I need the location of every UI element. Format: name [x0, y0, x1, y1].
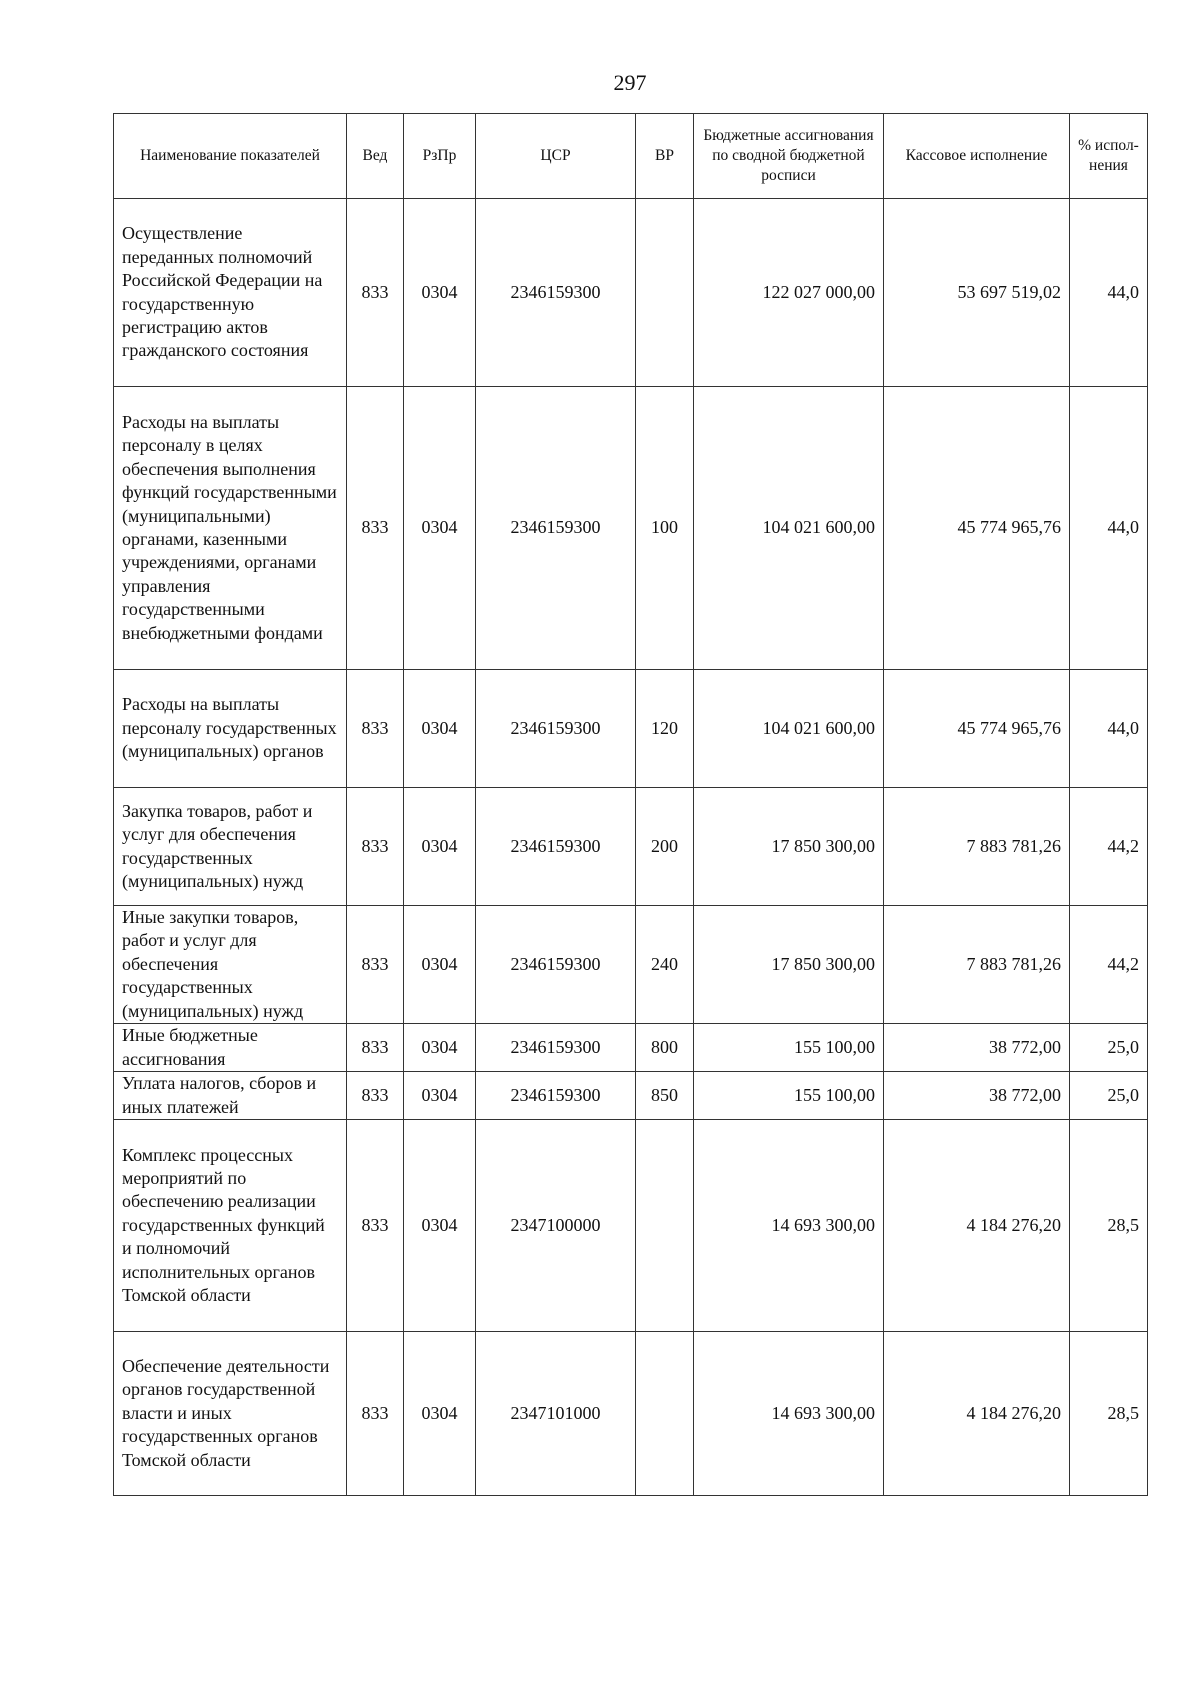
- row-vr: 120: [636, 670, 694, 788]
- table-row: [114, 387, 1148, 670]
- row-vr: 200: [636, 788, 694, 906]
- header-vr: ВР: [636, 114, 694, 199]
- row-vr: [636, 1120, 694, 1332]
- row-csr: 2346159300: [476, 1024, 636, 1072]
- header-assigned: Бюджетные ассигнования по сводной бюджетной росписи: [694, 114, 884, 199]
- row-executed: 38 772,00: [884, 1072, 1070, 1120]
- row-assigned: 14 693 300,00: [694, 1120, 884, 1332]
- row-ved: 833: [347, 906, 404, 1024]
- row-rzpr: 0304: [404, 1024, 476, 1072]
- header-name: Наименование показателей: [114, 114, 347, 199]
- row-csr: 2346159300: [476, 199, 636, 387]
- row-name: Закупка товаров, работ и услуг для обеспечения государственных (муниципальных) нужд: [114, 788, 347, 906]
- table-row: [114, 788, 1148, 906]
- row-vr: [636, 199, 694, 387]
- row-vr: 850: [636, 1072, 694, 1120]
- row-executed: 45 774 965,76: [884, 387, 1070, 670]
- row-csr: 2346159300: [476, 670, 636, 788]
- row-percent: 25,0: [1070, 1072, 1148, 1120]
- table-row: [114, 1332, 1148, 1496]
- row-ved: 833: [347, 1120, 404, 1332]
- row-vr: 800: [636, 1024, 694, 1072]
- row-vr: [636, 1332, 694, 1496]
- row-assigned: 17 850 300,00: [694, 906, 884, 1024]
- row-name: Расходы на выплаты персоналу в целях обеспечения выполнения функций государственными (муниципальными) органами, казенными учреждениями, органами управления государственными внебюджетными фондами: [114, 387, 347, 670]
- table-row: [114, 906, 1148, 1024]
- header-csr: ЦСР: [476, 114, 636, 199]
- row-rzpr: 0304: [404, 788, 476, 906]
- row-executed: 7 883 781,26: [884, 788, 1070, 906]
- row-percent: 44,0: [1070, 387, 1148, 670]
- row-executed: 38 772,00: [884, 1024, 1070, 1072]
- row-ved: 833: [347, 1024, 404, 1072]
- header-percent: % испол-нения: [1070, 114, 1148, 199]
- row-csr: 2347101000: [476, 1332, 636, 1496]
- row-percent: 28,5: [1070, 1120, 1148, 1332]
- row-executed: 4 184 276,20: [884, 1332, 1070, 1496]
- row-csr: 2346159300: [476, 387, 636, 670]
- row-percent: 44,0: [1070, 199, 1148, 387]
- row-csr: 2346159300: [476, 1072, 636, 1120]
- row-rzpr: 0304: [404, 1072, 476, 1120]
- row-name: Расходы на выплаты персоналу государственных (муниципальных) органов: [114, 670, 347, 788]
- row-executed: 53 697 519,02: [884, 199, 1070, 387]
- row-executed: 4 184 276,20: [884, 1120, 1070, 1332]
- row-ved: 833: [347, 1332, 404, 1496]
- row-percent: 25,0: [1070, 1024, 1148, 1072]
- row-percent: 44,2: [1070, 788, 1148, 906]
- row-ved: 833: [347, 670, 404, 788]
- table-header-row: [114, 114, 1148, 199]
- row-name: Уплата налогов, сборов и иных платежей: [114, 1072, 347, 1120]
- row-csr: 2347100000: [476, 1120, 636, 1332]
- row-name: Обеспечение деятельности органов государственной власти и иных государственных органов Томской области: [114, 1332, 347, 1496]
- row-rzpr: 0304: [404, 1120, 476, 1332]
- row-assigned: 104 021 600,00: [694, 387, 884, 670]
- row-assigned: 14 693 300,00: [694, 1332, 884, 1496]
- row-assigned: 104 021 600,00: [694, 670, 884, 788]
- row-csr: 2346159300: [476, 788, 636, 906]
- row-rzpr: 0304: [404, 387, 476, 670]
- table-row: [114, 670, 1148, 788]
- row-name: Комплекс процессных мероприятий по обеспечению реализации государственных функций и полномочий исполнительных органов Томской области: [114, 1120, 347, 1332]
- row-assigned: 17 850 300,00: [694, 788, 884, 906]
- row-ved: 833: [347, 199, 404, 387]
- row-rzpr: 0304: [404, 1332, 476, 1496]
- row-executed: 7 883 781,26: [884, 906, 1070, 1024]
- row-assigned: 122 027 000,00: [694, 199, 884, 387]
- page-number: 297: [613, 70, 647, 95]
- table-row: [114, 1072, 1148, 1120]
- row-ved: 833: [347, 788, 404, 906]
- row-percent: 28,5: [1070, 1332, 1148, 1496]
- table-row: [114, 1024, 1148, 1072]
- row-name: Осуществление переданных полномочий Российской Федерации на государственную регистрацию актов гражданского состояния: [114, 199, 347, 387]
- table-row: [114, 199, 1148, 387]
- row-rzpr: 0304: [404, 670, 476, 788]
- budget-table: [113, 113, 1148, 1496]
- row-rzpr: 0304: [404, 199, 476, 387]
- row-executed: 45 774 965,76: [884, 670, 1070, 788]
- row-csr: 2346159300: [476, 906, 636, 1024]
- row-percent: 44,0: [1070, 670, 1148, 788]
- header-executed: Кассовое исполнение: [884, 114, 1070, 199]
- row-assigned: 155 100,00: [694, 1024, 884, 1072]
- row-ved: 833: [347, 1072, 404, 1120]
- header-ved: Вед: [347, 114, 404, 199]
- table-row: [114, 1120, 1148, 1332]
- row-rzpr: 0304: [404, 906, 476, 1024]
- row-name: Иные бюджетные ассигнования: [114, 1024, 347, 1072]
- header-rzpr: РзПр: [404, 114, 476, 199]
- row-assigned: 155 100,00: [694, 1072, 884, 1120]
- row-percent: 44,2: [1070, 906, 1148, 1024]
- row-ved: 833: [347, 387, 404, 670]
- row-vr: 100: [636, 387, 694, 670]
- row-vr: 240: [636, 906, 694, 1024]
- row-name: Иные закупки товаров, работ и услуг для обеспечения государственных (муниципальных) нужд: [114, 906, 347, 1024]
